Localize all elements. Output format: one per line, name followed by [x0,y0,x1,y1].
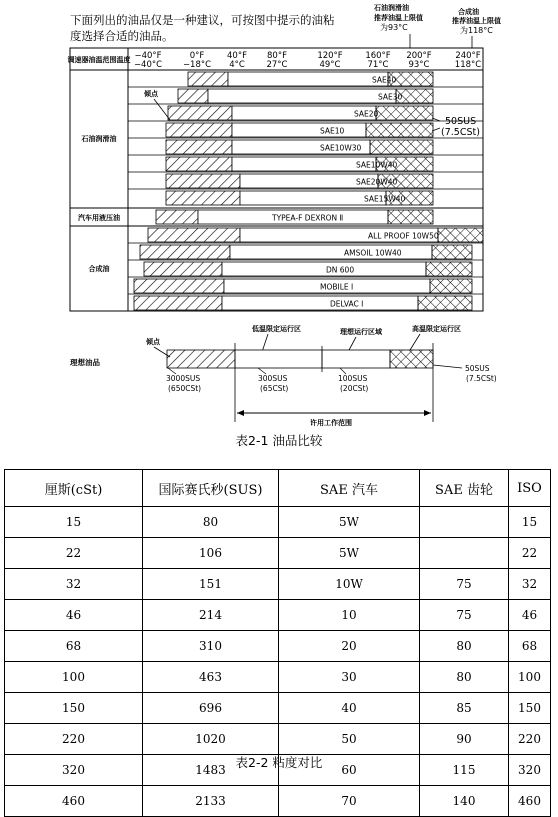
bar-pour-point-segment [188,72,228,86]
bar-high-temp-segment [438,228,483,242]
ideal-bar-ideal [322,350,390,368]
temp-tick-c: −40°C [133,60,163,70]
table-row [5,724,551,755]
table-caption: 表2-2 粘度对比 [235,755,323,770]
ideal-mark-3000-line-2: (650CSt) [168,384,202,393]
bar-pour-point-segment [166,191,240,205]
table-row [5,693,551,724]
bar-pour-point-segment [140,245,230,259]
oil-name-label: TYPEA-F DEXRON Ⅱ [272,213,344,223]
table-row [5,786,551,817]
cst-cell: 460 [5,786,143,817]
sus-cell: 214 [143,600,279,631]
temp-tick-f: 240°F [455,51,481,61]
temperature-ticks [134,51,481,70]
oil-name-label: SAE10W30 [320,143,362,153]
iso-cell: 46 [509,600,551,631]
bar-high-temp-segment [370,140,433,154]
table-row [5,538,551,569]
header-sus: 国际赛氏秒(SUS) [143,470,279,507]
ideal-bar-pour [167,350,235,368]
sae-gear-cell: 75 [420,569,509,600]
ideal-bar-low [235,350,322,368]
bar-pour-point-segment [144,262,222,276]
mineral-callout-line-1: 石油润滑油 [374,4,409,12]
sus-cell: 696 [143,693,279,724]
sae-gear-cell [420,507,509,538]
temp-tick-c: 118°C [454,60,482,70]
bar-pour-point-segment [166,157,232,171]
sus-cell: 151 [143,569,279,600]
cst-cell: 68 [5,631,143,662]
zone-ideal-label: 理想运行区域 [340,328,382,336]
sus-cell: 463 [143,662,279,693]
mineral-callout-line-3: 为93°C [380,23,408,32]
bar-pour-point-segment [166,140,232,154]
bar-usable-segment [230,245,432,259]
viscosity-limit-line-2: (7.5CSt) [441,127,480,138]
ideal-mark-3000-line-1: 3000SUS [166,374,201,383]
sus-cell: 1483 [143,755,279,786]
temperature-header-label: 调速器油温范围温度 [67,56,131,64]
table-row [5,600,551,631]
group-label-automotive: 汽车用液压油 [78,214,120,222]
sae-gear-cell: 80 [420,631,509,662]
sae-gear-cell [420,538,509,569]
table-row [5,631,551,662]
bar-high-temp-segment [432,245,472,259]
iso-cell: 22 [509,538,551,569]
bar-high-temp-segment [388,210,433,224]
intro-line-2: 度选择合适的油品。 [70,29,174,43]
figure-caption: 表2-1 油品比较 [235,433,323,448]
sae-auto-cell: 60 [279,755,420,786]
bar-usable-segment [208,89,396,103]
sae-auto-cell: 70 [279,786,420,817]
oil-name-label: MOBILE Ⅰ [320,282,354,292]
group-label-synthetic: 合成油 [88,265,110,273]
sae-auto-cell: 5W [279,507,420,538]
cst-cell: 100 [5,662,143,693]
oil-name-label: SAE20W40 [356,177,398,187]
temp-tick-c: 27°C [266,60,288,70]
ideal-mark-300-line-1: 300SUS [258,374,288,383]
sae-gear-cell: 115 [420,755,509,786]
sae-gear-cell: 140 [420,786,509,817]
oil-name-label: SAE40 [372,75,397,85]
sus-cell: 106 [143,538,279,569]
cst-cell: 320 [5,755,143,786]
sae-gear-cell: 85 [420,693,509,724]
temp-tick-c: −18°C [182,60,212,70]
working-range-label: 许用工作范围 [310,419,352,427]
sus-cell: 80 [143,507,279,538]
oil-name-label: SAE10W40 [356,160,398,170]
iso-cell: 100 [509,662,551,693]
sae-auto-cell: 50 [279,724,420,755]
ideal-pour-point-label: 倾点 [146,338,160,346]
temp-tick-f: 80°F [267,51,287,61]
pour-point-label: 倾点 [144,90,158,98]
temp-tick-f: −40°F [134,51,162,61]
ideal-bar-high [390,350,433,368]
cst-cell: 150 [5,693,143,724]
iso-cell: 32 [509,569,551,600]
oil-name-label: SAE15W40 [364,194,406,204]
sae-auto-cell: 40 [279,693,420,724]
bar-pour-point-segment [134,296,222,310]
bar-usable-segment [228,72,388,86]
temp-tick-c: 93°C [408,60,430,70]
ideal-mark-50-line-2: (7.5CSt) [466,374,497,383]
header-sae-auto: SAE 汽车 [279,470,420,507]
ideal-mark-100-line-1: 100SUS [338,374,368,383]
cst-cell: 220 [5,724,143,755]
oil-name-label: ALL PROOF 10W50 [368,231,439,241]
viscosity-limit-line-1: 50SUS [445,116,477,127]
iso-cell: 68 [509,631,551,662]
bar-pour-point-segment [156,210,198,224]
oil-name-label: AMSOIL 10W40 [344,248,402,258]
cst-cell: 15 [5,507,143,538]
oil-name-label: SAE10 [320,126,345,136]
oil-name-label: DN 600 [326,265,355,275]
bar-high-temp-segment [426,262,472,276]
table-row [5,569,551,600]
bar-usable-segment [222,262,426,276]
ideal-oil-label: 理想油品 [70,358,100,367]
temp-tick-f: 120°F [317,51,343,61]
temp-tick-c: 71°C [367,60,389,70]
iso-cell: 320 [509,755,551,786]
bar-usable-segment [232,123,366,137]
synthetic-callout-line-1: 合成油 [458,8,479,16]
bar-high-temp-segment [430,279,472,293]
temp-tick-f: 0°F [189,51,205,61]
cst-cell: 46 [5,600,143,631]
temp-tick-c: 49°C [319,60,341,70]
oil-name-label: SAE20 [354,109,379,119]
temp-tick-f: 200°F [406,51,432,61]
synthetic-callout-line-3: 为118°C [460,26,493,35]
bar-pour-point-segment [166,123,232,137]
table-header-row [5,470,551,507]
bar-usable-segment [232,157,376,171]
header-cst: 厘斯(cSt) [5,470,143,507]
bar-pour-point-segment [134,279,224,293]
bar-high-temp-segment [366,123,433,137]
sus-cell: 1020 [143,724,279,755]
iso-cell: 150 [509,693,551,724]
sus-cell: 2133 [143,786,279,817]
temp-tick-c: 4°C [229,60,245,70]
sae-auto-cell: 30 [279,662,420,693]
sae-gear-cell: 90 [420,724,509,755]
bar-pour-point-segment [168,106,232,120]
bar-high-temp-segment [418,296,472,310]
bar-pour-point-segment [148,228,240,242]
oil-name-label: SAE30 [378,92,403,102]
iso-cell: 15 [509,507,551,538]
group-label-mineral: 石油润滑油 [81,135,117,143]
sae-auto-cell: 5W [279,538,420,569]
bar-usable-segment [222,296,418,310]
sae-auto-cell: 10W [279,569,420,600]
temp-tick-f: 160°F [365,51,391,61]
intro-line-1: 下面列出的油品仅是一种建议，可按图中提示的油粘 [70,13,335,27]
ideal-mark-300-line-2: (65CSt) [260,384,289,393]
sae-gear-cell: 75 [420,600,509,631]
cst-cell: 32 [5,569,143,600]
bar-pour-point-segment [178,89,208,103]
zone-low-label: 低温限定运行区 [252,325,301,333]
sae-auto-cell: 10 [279,600,420,631]
cst-cell: 22 [5,538,143,569]
oil-name-label: DELVAC Ⅰ [330,299,364,309]
temp-tick-f: 40°F [227,51,247,61]
ideal-mark-100-line-2: (20CSt) [340,384,369,393]
iso-cell: 460 [509,786,551,817]
mineral-callout-line-2: 推荐油温上限值 [374,14,423,22]
ideal-mark-50-line-1: 50SUS [465,364,490,373]
zone-high-label: 高温限定运行区 [412,325,461,333]
sus-cell: 310 [143,631,279,662]
oil-bars [134,72,483,310]
bar-high-temp-segment [376,106,433,120]
iso-cell: 220 [509,724,551,755]
header-sae-gear: SAE 齿轮 [420,470,509,507]
header-iso: ISO [509,470,551,507]
bar-pour-point-segment [166,174,240,188]
sae-auto-cell: 20 [279,631,420,662]
synthetic-callout-line-2: 推荐油温上限值 [452,17,501,25]
table-row [5,662,551,693]
sae-gear-cell: 80 [420,662,509,693]
table-row [5,507,551,538]
